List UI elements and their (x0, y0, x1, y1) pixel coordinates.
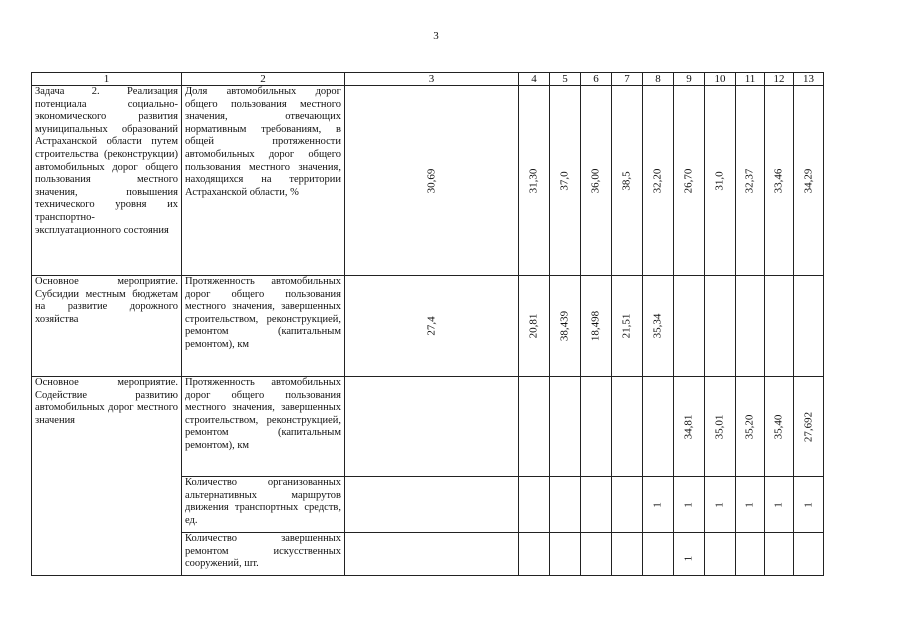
value-cell: 35,01 (705, 377, 736, 477)
value-cell (612, 477, 643, 533)
value-cell (705, 276, 736, 377)
value-cell (794, 276, 824, 377)
value-cell: 27,4 (345, 276, 519, 377)
value-cell: 37,0 (550, 86, 581, 276)
value-cell: 1 (705, 477, 736, 533)
value-cell (519, 377, 550, 477)
value-cell: 35,40 (765, 377, 794, 477)
value-cell: 1 (736, 477, 765, 533)
value-cell (736, 533, 765, 576)
value-cell: 26,70 (674, 86, 705, 276)
value-cell: 1 (643, 477, 674, 533)
header-cell: 1 (32, 73, 182, 86)
indicator-name: Протяженность автомобильных дорог общего пользования местного значения, завершенных строительством, реконструкцией, ремонтом (капитальным ремонтом), км (182, 377, 345, 477)
value-cell: 32,37 (736, 86, 765, 276)
page-number: 3 (433, 30, 439, 42)
value-cell (643, 533, 674, 576)
table-row (32, 276, 824, 377)
value-cell: 34,29 (794, 86, 824, 276)
activity-description: Основное мероприятие. Субсидии местным бюджетам на развитие дорожного хозяйства (32, 276, 182, 377)
value-cell (519, 533, 550, 576)
header-cell: 7 (612, 73, 643, 86)
header-cell: 12 (765, 73, 794, 86)
value-cell: 38,5 (612, 86, 643, 276)
indicator-name: Количество завершенных ремонтом искусственных сооружений, шт. (182, 533, 345, 576)
value-cell (550, 377, 581, 477)
value-cell (765, 533, 794, 576)
value-cell (345, 377, 519, 477)
header-cell: 2 (182, 73, 345, 86)
value-cell: 35,34 (643, 276, 674, 377)
indicator-name: Протяженность автомобильных дорог общего пользования местного значения, завершенных строительством, реконструкцией, ремонтом (капитальным ремонтом), км (182, 276, 345, 377)
value-cell (612, 377, 643, 477)
value-cell (794, 533, 824, 576)
value-cell (519, 477, 550, 533)
value-cell: 1 (674, 533, 705, 576)
value-cell: 1 (794, 477, 824, 533)
value-cell (674, 276, 705, 377)
value-cell: 35,20 (736, 377, 765, 477)
value-cell: 31,30 (519, 86, 550, 276)
value-cell (705, 533, 736, 576)
value-cell: 32,20 (643, 86, 674, 276)
value-cell: 30,69 (345, 86, 519, 276)
value-cell: 36,00 (581, 86, 612, 276)
header-cell: 9 (674, 73, 705, 86)
table-row (32, 377, 824, 477)
value-cell (736, 276, 765, 377)
value-cell (612, 533, 643, 576)
value-cell: 31,0 (705, 86, 736, 276)
header-cell: 10 (705, 73, 736, 86)
value-cell (550, 477, 581, 533)
value-cell: 20,81 (519, 276, 550, 377)
value-cell: 33,46 (765, 86, 794, 276)
header-cell: 6 (581, 73, 612, 86)
value-cell: 27,692 (794, 377, 824, 477)
value-cell (345, 533, 519, 576)
indicator-name: Доля автомобильных дорог общего пользования местного значения, отвечающих нормативным требованиям, в общей протяженности автомобильных дорог общего пользования местного значения, находящихся на территории Астраханской области, % (182, 86, 345, 276)
value-cell: 1 (674, 477, 705, 533)
value-cell: 38,439 (550, 276, 581, 377)
value-cell (581, 377, 612, 477)
value-cell (581, 477, 612, 533)
value-cell (581, 533, 612, 576)
indicator-name: Количество организованных альтернативных маршрутов движения транспортных средств, ед. (182, 477, 345, 533)
header-cell: 5 (550, 73, 581, 86)
value-cell (765, 276, 794, 377)
value-cell: 1 (765, 477, 794, 533)
task-description: Задача 2. Реализация потенциала социально-экономического развития муниципальных образований Астраханской области путем строительства (реконструкции) автомобильных дорог общего пользования местного значения, повышения технического уровня их транспортно-эксплуатационного состояния (32, 86, 182, 276)
activity-description: Основное мероприятие. Содействие развитию автомобильных дорог местного значения (32, 377, 182, 576)
header-cell: 8 (643, 73, 674, 86)
header-cell: 3 (345, 73, 519, 86)
value-cell (643, 377, 674, 477)
header-row (32, 73, 824, 86)
header-cell: 4 (519, 73, 550, 86)
header-cell: 13 (794, 73, 824, 86)
value-cell (550, 533, 581, 576)
value-cell (345, 477, 519, 533)
value-cell: 21,51 (612, 276, 643, 377)
table-row (32, 86, 824, 276)
indicators-table (31, 72, 824, 576)
header-cell: 11 (736, 73, 765, 86)
value-cell: 18,498 (581, 276, 612, 377)
value-cell: 34,81 (674, 377, 705, 477)
